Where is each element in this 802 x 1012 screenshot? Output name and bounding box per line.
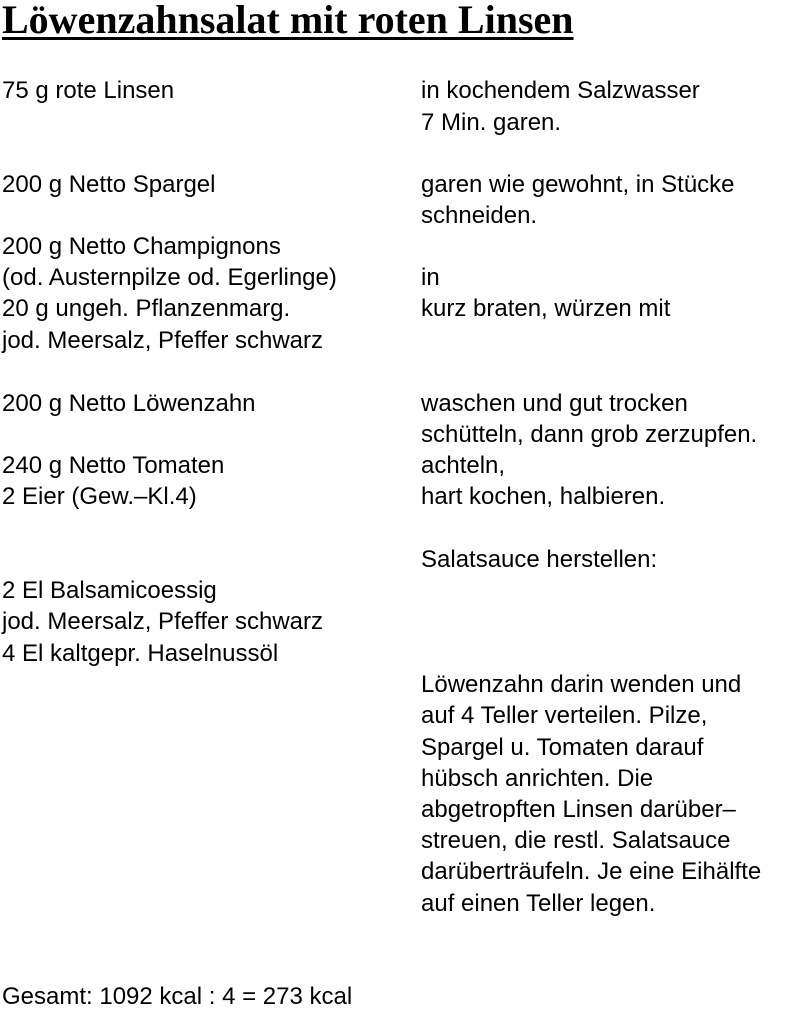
instruction-line: darüberträufeln. Je eine Eihälfte (421, 858, 762, 885)
ingredient-line: 20 g ungeh. Pflanzenmarg. (2, 295, 291, 322)
ingredient-line: (od. Austernpilze od. Egerlinge) (2, 264, 337, 291)
instruction-line: abgetropften Linsen darüber– (421, 796, 736, 823)
ingredient-line: 200 g Netto Spargel (2, 171, 216, 198)
ingredient-line: 200 g Netto Champignons (2, 233, 281, 260)
calorie-total: Gesamt: 1092 kcal : 4 = 273 kcal (2, 983, 353, 1010)
ingredient-line: 4 El kaltgepr. Haselnussöl (2, 640, 279, 667)
ingredient-line: 2 El Balsamicoessig (2, 577, 217, 604)
instruction-line: auf einen Teller legen. (421, 890, 656, 917)
instruction-line: schneiden. (421, 202, 538, 229)
instruction-line: garen wie gewohnt, in Stücke (421, 171, 735, 198)
instruction-line: waschen und gut trocken (421, 390, 688, 417)
instruction-line: auf 4 Teller verteilen. Pilze, (421, 702, 708, 729)
ingredient-line: 2 Eier (Gew.–Kl.4) (2, 483, 197, 510)
instruction-line: Löwenzahn darin wenden und (421, 671, 742, 698)
instruction-line: schütteln, dann grob zerzupfen. (421, 421, 758, 448)
recipe-title: Löwenzahnsalat mit roten Linsen (2, 0, 574, 42)
instruction-line: in (421, 264, 440, 291)
ingredient-line: jod. Meersalz, Pfeffer schwarz (2, 327, 324, 354)
instruction-line: streuen, die restl. Salatsauce (421, 827, 731, 854)
ingredient-line: 240 g Netto Tomaten (2, 452, 225, 479)
instruction-line: Spargel u. Tomaten darauf (421, 734, 704, 761)
instruction-line: hart kochen, halbieren. (421, 483, 666, 510)
instruction-line: in kochendem Salzwasser (421, 77, 700, 104)
instruction-line: hübsch anrichten. Die (421, 765, 654, 792)
ingredient-line: 200 g Netto Löwenzahn (2, 390, 256, 417)
instruction-line: kurz braten, würzen mit (421, 295, 671, 322)
ingredient-line: jod. Meersalz, Pfeffer schwarz (2, 608, 324, 635)
instruction-line: achteln, (421, 452, 506, 479)
ingredient-line: 75 g rote Linsen (2, 77, 175, 104)
instruction-line: Salatsauce herstellen: (421, 546, 658, 573)
instruction-line: 7 Min. garen. (421, 109, 562, 136)
